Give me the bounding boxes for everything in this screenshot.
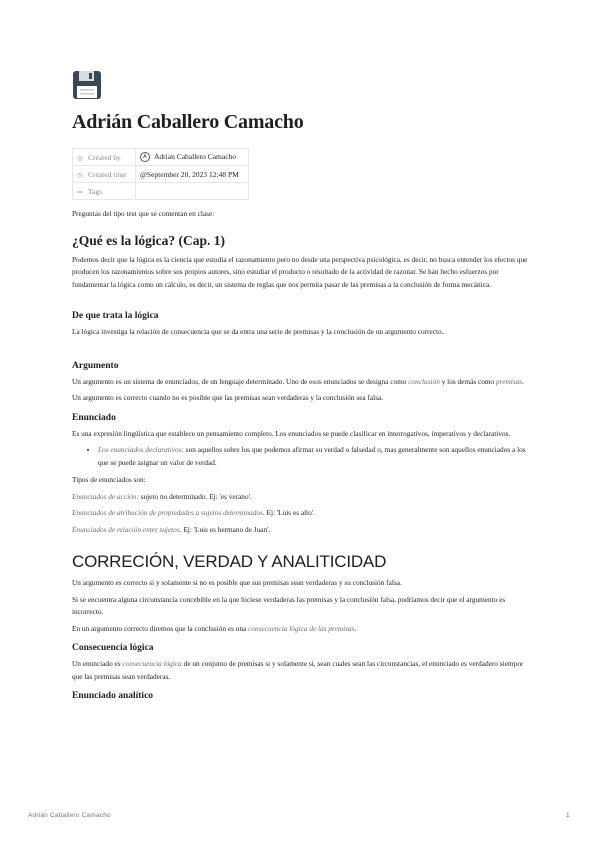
property-label: Created time <box>88 169 127 179</box>
paragraph: La lógica investiga la relación de consecuencia que se da entra una serie de premisas y la conclusión de un argumento correcto. <box>72 327 444 336</box>
list-item: • Los enunciados declarativos: son aquellos sobre los que podemos afirmar su verdad o falsedad o, mas generalmente son aquellos enunciados a los que se puede asignar un valor de verdad. <box>98 444 530 469</box>
created-time-value: @September 20, 2023 12:48 PM <box>140 169 239 179</box>
paragraph: Enunciados de acción: sujeto no determinado. Ej: 'es verano'. <box>72 491 252 501</box>
tags-value <box>136 183 249 200</box>
section-heading: CORRECIÓN, VERDAD Y ANALITICIDAD <box>72 552 387 571</box>
paragraph: En un argumento correcto diremos que la conclusión es una consecuencia lógica de las premisas. <box>72 623 357 633</box>
paragraph: Un argumento es un sistema de enunciados, de un lenguaje determinado. Uno de esos enunciados se designa como conclusión y los demás como premisas. <box>72 376 524 386</box>
intro-paragraph: Preguntas del tipo test que se comentan en clase: <box>72 209 215 218</box>
property-label: Tags <box>88 186 103 196</box>
footer-author: Adrián Caballero Camacho <box>28 812 111 819</box>
paragraph: Enunciados de relación entre sujetos. Ej: 'Luis es hermano de Juan'. <box>72 524 271 534</box>
subheading: Consecuencia lógica <box>72 643 154 653</box>
subheading: De que trata la lógica <box>72 311 159 321</box>
paragraph: Podemos decir que la lógica es la ciencia que estudia el razonamiento pero no desde una perspectiva psicológica, es decir, no busca entender los efectos que producen los razonamientos sobre sus propios autores, sino estudiar el producto o resultado de la actividad de razonar. Se han hecho esfuerzos por fundamentar la lógica como un cálculo, es decir, un sistema de reglas que nos permita pasar de las premisas a la conclusión de forma mecánica. <box>72 254 528 289</box>
paragraph: Un enunciado es consecuencia lógica de un conjunto de premisas si y solamente si, sean cuales sean las circunstancias, el enunciado es verdadero siempre que las premisas sean verdaderas. <box>72 659 523 681</box>
emphasis: conclusión <box>408 376 440 386</box>
property-row-created-time <box>73 166 249 183</box>
properties-table <box>72 148 249 200</box>
document-page <box>72 70 530 706</box>
paragraph: Enunciados de atribución de propiedades a sujetos determinados. Ej: 'Luis es alto'. <box>72 508 315 517</box>
emphasis: premisas <box>496 376 523 386</box>
page-number: 1 <box>566 812 570 819</box>
subheading: Enunciado analítico <box>72 691 154 701</box>
property-label: Created by <box>88 152 121 162</box>
section-heading: ¿Qué es la lógica? (Cap. 1) <box>72 232 225 248</box>
floppy-disk-icon <box>72 70 102 100</box>
created-by-value: Adrian Caballero Camacho <box>154 151 237 161</box>
emphasis: Enunciados de relación entre sujetos <box>72 524 180 534</box>
clock-icon: ◷ <box>77 170 83 179</box>
paragraph: Tipos de enunciados son: <box>72 475 146 484</box>
user-circle-icon: ◎ <box>77 153 83 162</box>
emphasis: Enunciados de acción: <box>72 491 139 501</box>
emphasis: consecuencia lógica <box>122 659 182 668</box>
property-row-created-by <box>73 149 249 166</box>
paragraph: Un argumento es correcto cuando no es posible que las premisas sean verdaderas y la conclusión sea falsa. <box>72 393 384 402</box>
subheading: Argumento <box>72 360 119 371</box>
paragraph: Es una expresión lingüística que establece un pensamiento completo. Los enunciados se puede clasificar en interrogativos, imperativos y declarativos. <box>72 428 511 438</box>
property-row-tags <box>73 183 249 200</box>
list-icon: ≔ <box>77 187 84 196</box>
page-title: Adrián Caballero Camacho <box>72 111 304 133</box>
emphasis: Enunciados de atribución de propiedades a sujetos determinados <box>72 508 263 517</box>
subheading: Enunciado <box>72 412 116 423</box>
avatar: A <box>140 152 150 162</box>
paragraph: Un argumento es correcto si y solamente si no es posible que sus premisas sean verdaderas y su conclusión falsa. <box>72 578 402 587</box>
paragraph: Si se encuentra alguna circunstancia concebible en la que hiciese verdaderas las premisas y la conclusión falsa, podríamos decir que el argumento es incorrecto. <box>72 594 506 616</box>
emphasis: Los enunciados declarativos: <box>98 445 184 454</box>
bullet-list <box>72 444 530 469</box>
emphasis: consecuencia lógica de las premisas <box>248 623 355 633</box>
